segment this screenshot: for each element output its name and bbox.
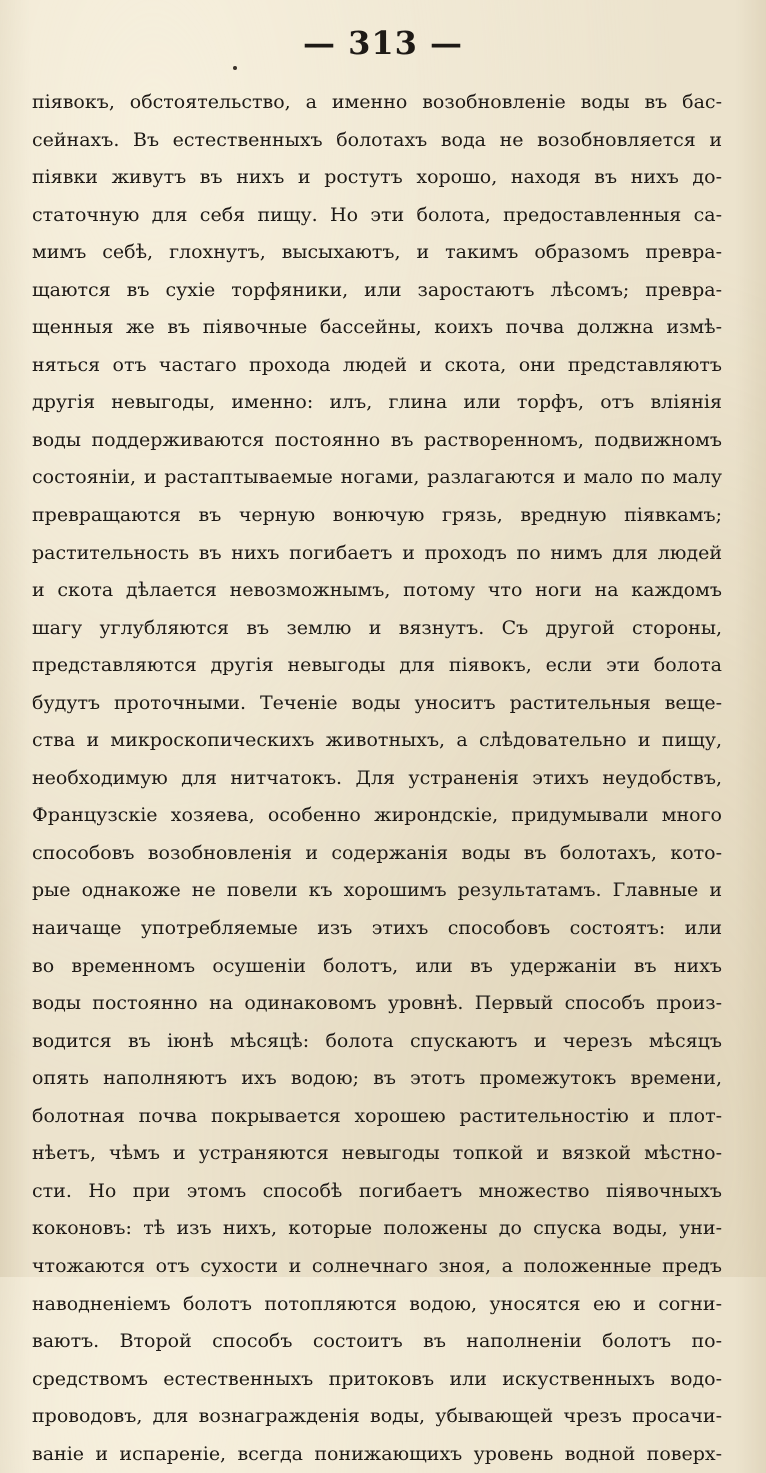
text-line: болотная почва покрывается хорошею растительностію и плот- xyxy=(32,1104,722,1127)
text-line: мимъ себѣ, глохнутъ, высыхаютъ, и такимъ образомъ превра- xyxy=(32,241,722,264)
printing-speck xyxy=(233,66,237,70)
text-line: воды постоянно на одинаковомъ уровнѣ. Первый способъ произ- xyxy=(32,992,722,1015)
text-line: наичаще употребляемые изъ этихъ способовъ состоятъ: или xyxy=(32,917,722,940)
text-line: Французскіе хозяева, особенно жирондскіе, придумывали много xyxy=(32,804,722,827)
text-line: состояніи, и растаптываемые ногами, разлагаются и мало по малу xyxy=(32,466,722,489)
text-line: шагу углубляются въ землю и вязнутъ. Съ другой стороны, xyxy=(32,616,722,639)
text-line: чтожаются отъ сухости и солнечнаго зноя, а положенные предъ xyxy=(32,1254,722,1277)
text-line: піявки живутъ въ нихъ и ростутъ хорошо, находя въ нихъ до- xyxy=(32,166,722,189)
page-number: — 313 — xyxy=(302,24,464,62)
text-line: щаются въ сухіе торфяники, или заростаютъ лѣсомъ; превра- xyxy=(32,278,722,301)
text-line: необходимую для нитчатокъ. Для устраненія этихъ неудобствъ, xyxy=(32,766,722,789)
text-line: другія невыгоды, именно: илъ, глина или торфъ, отъ вліянія xyxy=(32,391,722,414)
text-line: водится въ іюнѣ мѣсяцѣ: болота спускаютъ и черезъ мѣсяцъ xyxy=(32,1029,722,1052)
text-line: ства и микроскопическихъ животныхъ, а слѣдовательно и пищу, xyxy=(32,729,722,752)
text-line: коконовъ: тѣ изъ нихъ, которые положены до спуска воды, уни- xyxy=(32,1217,722,1240)
body-text xyxy=(32,84,722,1473)
text-line: статочную для себя пищу. Но эти болота, предоставленныя са- xyxy=(32,203,722,226)
text-line: проводовъ, для вознагражденія воды, убывающей чрезъ просачи- xyxy=(32,1405,722,1428)
text-line: ваютъ. Второй способъ состоитъ въ наполненіи болотъ по- xyxy=(32,1330,722,1353)
text-line: сти. Но при этомъ способѣ погибаетъ множество піявочныхъ xyxy=(32,1179,722,1202)
text-line: щенныя же въ піявочные бассейны, коихъ почва должна измѣ- xyxy=(32,316,722,339)
text-line: во временномъ осушеніи болотъ, или въ удержаніи въ нихъ xyxy=(32,954,722,977)
text-line: піявокъ, обстоятельство, а именно возобновленіе воды въ бас- xyxy=(32,91,722,113)
text-line: представляются другія невыгоды для піявокъ, если эти болота xyxy=(32,654,722,677)
text-line: будутъ проточными. Теченіе воды уноситъ растительныя веще- xyxy=(32,691,722,714)
text-line: опять наполняютъ ихъ водою; въ этотъ промежутокъ времени, xyxy=(32,1067,722,1090)
text-line: няться отъ частаго прохода людей и скота, они представляютъ xyxy=(32,353,722,376)
text-line: сейнахъ. Въ естественныхъ болотахъ вода не возобновляется и xyxy=(32,128,722,151)
text-line: и скота дѣлается невозможнымъ, потому что ноги на каждомъ xyxy=(32,579,722,602)
text-line: средствомъ естественныхъ притоковъ или искуственныхъ водо- xyxy=(32,1367,722,1390)
text-line: наводненіемъ болотъ потопляются водою, уносятся ею и согни- xyxy=(32,1292,722,1315)
text-line: воды поддерживаются постоянно въ растворенномъ, подвижномъ xyxy=(32,428,722,451)
text-line: способовъ возобновленія и содержанія воды въ болотахъ, кото- xyxy=(32,841,722,864)
text-line: рые однакоже не повели къ хорошимъ результатамъ. Главные и xyxy=(32,879,722,902)
text-line: растительность въ нихъ погибаетъ и проходъ по нимъ для людей xyxy=(32,541,722,564)
text-line: нѣетъ, чѣмъ и устраняются невыгоды топкой и вязкой мѣстно- xyxy=(32,1142,722,1165)
text-line: ваніе и испареніе, всегда понижающихъ уровень водной поверх- xyxy=(32,1442,722,1465)
text-line: превращаются въ черную вонючую грязь, вредную піявкамъ; xyxy=(32,504,722,527)
